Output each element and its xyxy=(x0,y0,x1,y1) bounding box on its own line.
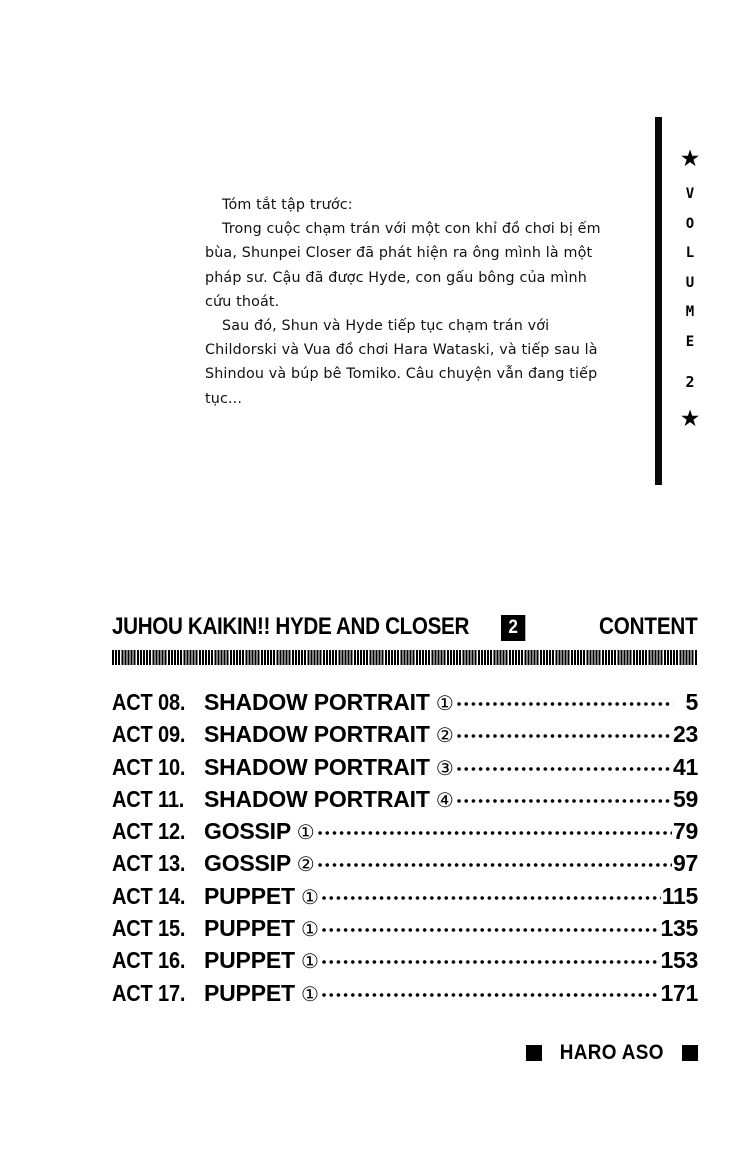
volume-letter-e: E xyxy=(685,333,695,350)
chapter-title: PUPPET ① xyxy=(204,979,319,1006)
page-number: 79 xyxy=(673,818,698,845)
previous-volume-summary xyxy=(205,193,615,411)
leader-dots xyxy=(457,720,672,742)
volume-letter-v: V xyxy=(685,186,695,202)
table-row[interactable] xyxy=(112,785,698,817)
page-number: 115 xyxy=(661,882,698,909)
chapter-title: SHADOW PORTRAIT ③ xyxy=(204,753,454,780)
author-credit xyxy=(526,1042,698,1064)
volume-banner-number: 2 xyxy=(685,373,695,391)
series-title: JUHOU KAIKIN!! HYDE AND CLOSER xyxy=(112,613,470,640)
chapter-title: PUPPET ① xyxy=(204,882,319,909)
act-label: ACT 14. xyxy=(112,882,186,909)
chapter-title: GOSSIP ① xyxy=(204,818,315,845)
table-row[interactable] xyxy=(112,882,698,914)
table-row[interactable] xyxy=(112,979,698,1011)
volume-letter-u: U xyxy=(685,274,695,291)
leader-dots xyxy=(322,882,661,904)
leader-dots xyxy=(318,849,672,871)
page-number: 135 xyxy=(660,915,698,942)
page-number: 153 xyxy=(660,947,698,974)
act-label: ACT 09. xyxy=(112,721,186,748)
chapter-title: SHADOW PORTRAIT ② xyxy=(204,721,454,748)
act-label: ACT 11. xyxy=(112,785,185,812)
volume-banner xyxy=(670,146,710,431)
summary-heading: Tóm tắt tập trước: xyxy=(222,197,353,213)
part-number-icon: ③ xyxy=(435,755,454,780)
part-number-icon: ② xyxy=(296,852,315,877)
table-row[interactable] xyxy=(112,914,698,946)
chapter-title: PUPPET ① xyxy=(204,915,319,942)
star-icon-top: ★ xyxy=(679,145,701,171)
volume-letter-o: O xyxy=(685,215,695,232)
part-number-icon: ① xyxy=(301,917,319,942)
page-number: 23 xyxy=(673,721,698,748)
leader-dots xyxy=(318,817,672,839)
summary-paragraph-1: Trong cuộc chạm trán với một con khỉ đồ chơi bị ếm bùa, Shunpei Closer đã phát hiện ra ông mình là một pháp sư. Cậu đã được Hyde, con gấu bông của mình cứu thoát. xyxy=(205,221,601,310)
page-number: 171 xyxy=(660,979,698,1006)
page-number: 41 xyxy=(673,753,698,780)
leader-dots xyxy=(457,753,672,775)
act-label: ACT 10. xyxy=(112,753,186,780)
volume-badge: 2 xyxy=(501,615,525,641)
table-row[interactable] xyxy=(112,720,698,752)
leader-dots xyxy=(322,946,660,968)
part-number-icon: ① xyxy=(301,884,319,909)
act-label: ACT 12. xyxy=(112,818,186,845)
part-number-icon: ① xyxy=(301,949,319,974)
volume-banner-rule xyxy=(655,117,662,485)
leader-dots xyxy=(322,914,660,936)
table-of-contents xyxy=(112,688,698,1011)
part-number-icon: ① xyxy=(435,691,454,715)
act-label: ACT 17. xyxy=(112,979,186,1006)
summary-paragraph-2: Sau đó, Shun và Hyde tiếp tục chạm trán với Childorski và Vua đồ chơi Hara Wataski, và tiếp sau là Shindou và búp bê Tomiko. Câu chuyện vẫn đang tiếp tục... xyxy=(205,318,598,407)
part-number-icon: ④ xyxy=(435,787,454,812)
part-number-icon: ① xyxy=(296,820,315,845)
act-label: ACT 08. xyxy=(112,689,186,715)
volume-letter-m: M xyxy=(685,304,695,320)
table-row[interactable] xyxy=(112,817,698,849)
author-name: HARO ASO xyxy=(560,1041,665,1064)
table-row[interactable] xyxy=(112,753,698,785)
leader-dots xyxy=(322,979,660,1001)
table-row[interactable] xyxy=(112,849,698,881)
page-number: 59 xyxy=(673,785,698,812)
chapter-title: SHADOW PORTRAIT ④ xyxy=(204,785,454,812)
chapter-title: SHADOW PORTRAIT ① xyxy=(204,689,454,715)
page-number: 5 xyxy=(685,689,698,715)
square-marker-icon-left xyxy=(526,1045,542,1061)
leader-dots xyxy=(457,785,672,807)
chapter-title: PUPPET ① xyxy=(204,947,319,974)
chapter-title: GOSSIP ② xyxy=(204,850,315,877)
hatched-divider xyxy=(112,650,698,665)
contents-header xyxy=(112,612,698,646)
part-number-icon: ② xyxy=(435,723,454,748)
table-row[interactable] xyxy=(112,688,698,720)
page-number: 97 xyxy=(673,850,698,877)
table-row[interactable] xyxy=(112,946,698,978)
square-marker-icon-right xyxy=(682,1045,698,1061)
part-number-icon: ① xyxy=(301,981,319,1006)
volume-banner-letters xyxy=(670,180,710,357)
content-label: CONTENT xyxy=(599,613,698,640)
act-label: ACT 13. xyxy=(112,850,186,877)
leader-dots xyxy=(457,688,673,710)
volume-letter-l: L xyxy=(685,245,695,261)
star-icon-bottom: ★ xyxy=(679,405,701,431)
act-label: ACT 15. xyxy=(112,915,186,942)
act-label: ACT 16. xyxy=(112,947,186,974)
